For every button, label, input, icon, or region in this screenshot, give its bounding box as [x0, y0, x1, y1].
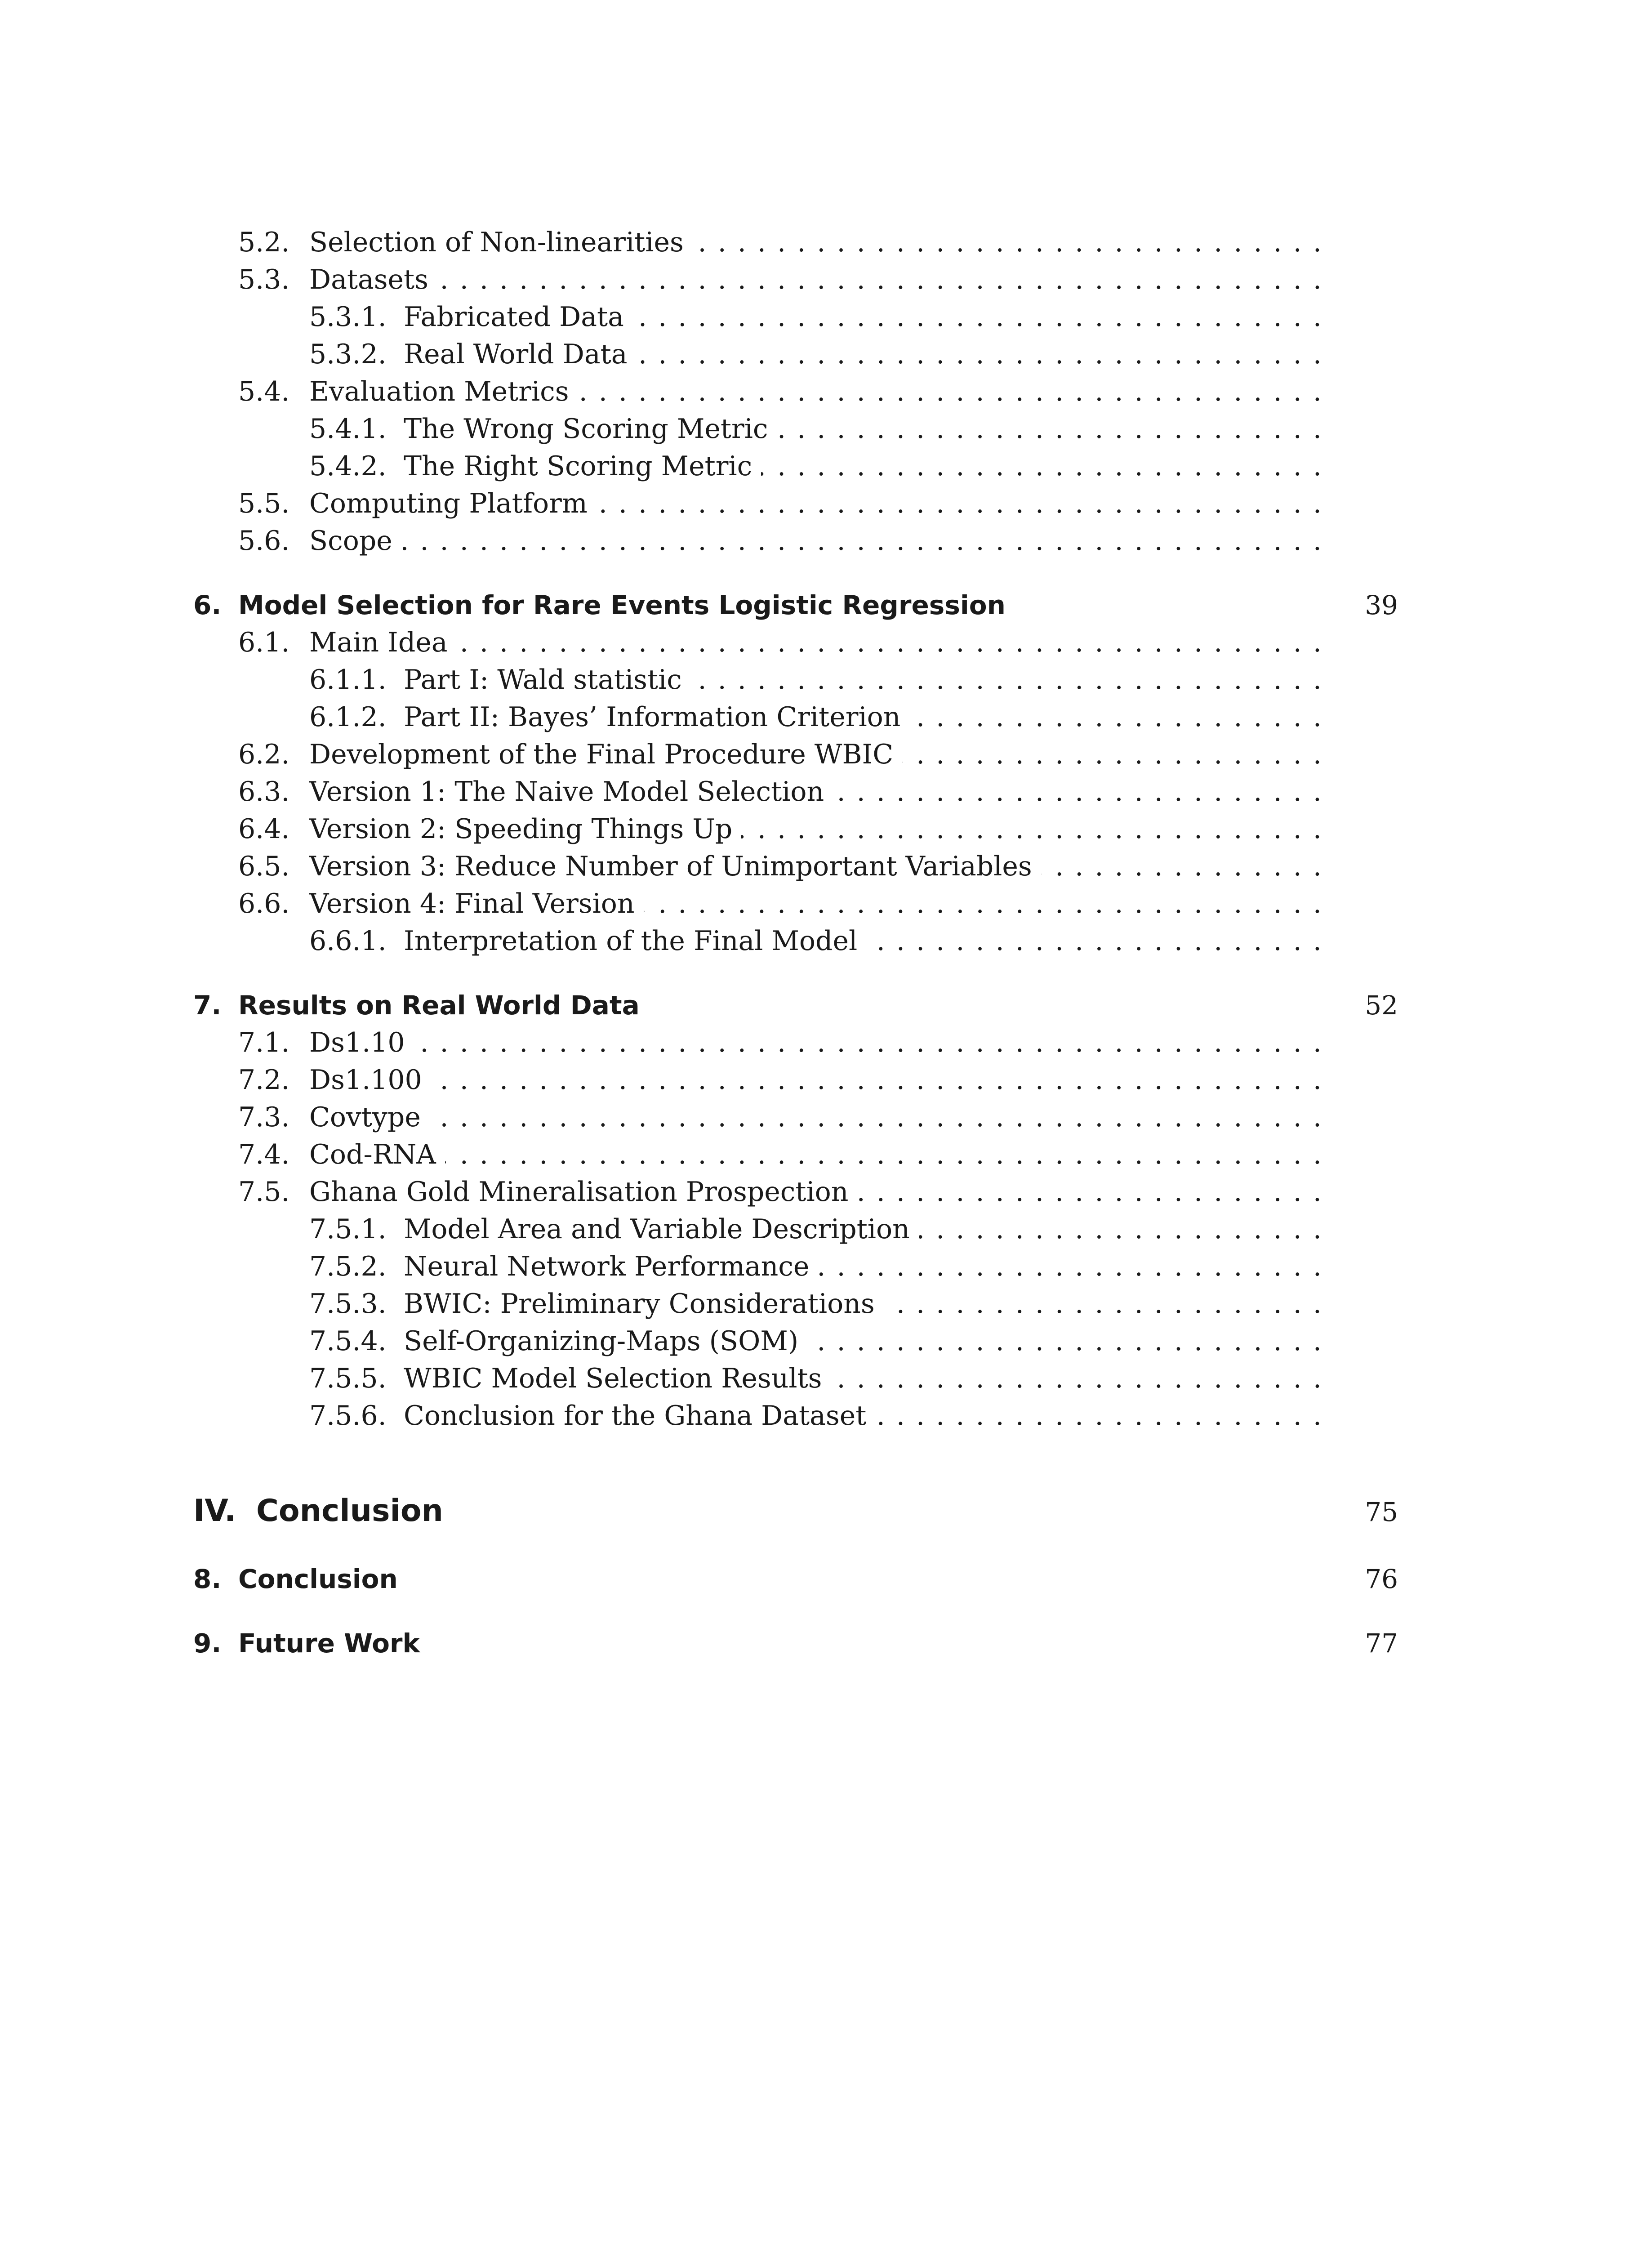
dot-leader: [437, 261, 1322, 299]
toc-entry-7-5-3[interactable]: [193, 1285, 1398, 1323]
section-title: Datasets: [309, 264, 428, 295]
toc-entry-6-2[interactable]: [193, 736, 1398, 773]
toc-entry-7-5-5[interactable]: [193, 1360, 1398, 1397]
chapter-number: 9.: [193, 1628, 222, 1659]
section-number: 6.3.: [238, 776, 290, 807]
subsection-number: 7.5.6.: [309, 1400, 387, 1432]
dot-leader: [633, 299, 1322, 336]
section-title: Cod-RNA: [309, 1139, 436, 1170]
dot-leader: [833, 773, 1322, 811]
section-number: 7.3.: [238, 1102, 290, 1133]
section-number: 6.6.: [238, 888, 290, 919]
subsection-title: The Wrong Scoring Metric: [404, 413, 768, 445]
toc-entry-5-5[interactable]: [193, 485, 1398, 522]
subsection-number: 5.4.2.: [309, 450, 387, 482]
dot-leader: [693, 224, 1322, 261]
dot-leader: [644, 885, 1322, 923]
toc-entry-6-6[interactable]: [193, 885, 1398, 923]
subsection-title: WBIC Model Selection Results: [404, 1363, 822, 1394]
subsection-title: Conclusion for the Ghana Dataset: [404, 1400, 867, 1432]
toc-group-chapter-6: [193, 624, 1398, 960]
toc-entry-5-3-1[interactable]: [193, 299, 1398, 336]
subsection-number: 5.3.1.: [309, 301, 387, 333]
chapter-page-number: 52: [1365, 990, 1398, 1021]
section-number: 6.2.: [238, 739, 290, 770]
part-title: Conclusion: [256, 1493, 443, 1529]
chapter-title: Future Work: [238, 1628, 420, 1659]
chapter-page-number: 77: [1365, 1628, 1398, 1659]
subsection-number: 6.1.1.: [309, 664, 387, 696]
subsection-number: 7.5.1.: [309, 1213, 387, 1245]
section-title: Version 1: The Naive Model Selection: [309, 776, 824, 807]
toc-entry-7-5-6[interactable]: [193, 1397, 1398, 1435]
subsection-title: Model Area and Variable Description: [404, 1213, 910, 1245]
section-number: 7.5.: [238, 1176, 290, 1208]
dot-leader: [902, 736, 1322, 773]
dot-leader: [414, 1024, 1322, 1062]
section-title: Ghana Gold Mineralisation Prospection: [309, 1176, 849, 1208]
toc-entry-6-1[interactable]: [193, 624, 1398, 661]
chapter-title: Model Selection for Rare Events Logistic Regression: [238, 590, 1006, 620]
dot-leader: [1041, 848, 1322, 885]
subsection-title: Part I: Wald statistic: [404, 664, 682, 696]
section-title: Version 3: Reduce Number of Unimportant Variables: [309, 851, 1032, 882]
toc-entry-6-5[interactable]: [193, 848, 1398, 885]
section-number: 6.4.: [238, 813, 290, 845]
subsection-number: 7.5.2.: [309, 1251, 387, 1282]
dot-leader: [909, 699, 1322, 736]
section-number: 5.4.: [238, 376, 290, 407]
dot-leader: [866, 923, 1322, 960]
dot-leader: [445, 1136, 1322, 1173]
toc-entry-7-5[interactable]: [193, 1173, 1398, 1211]
toc-entry-6-1-1[interactable]: [193, 661, 1398, 699]
section-number: 6.5.: [238, 851, 290, 882]
chapter-title: Conclusion: [238, 1564, 398, 1594]
subsection-number: 5.3.2.: [309, 339, 387, 370]
section-title: Version 2: Speeding Things Up: [309, 813, 733, 845]
toc-entry-6-4[interactable]: [193, 811, 1398, 848]
section-number: 5.2.: [238, 227, 290, 258]
section-number: 7.4.: [238, 1139, 290, 1170]
dot-leader: [831, 1360, 1322, 1397]
section-title: Ds1.10: [309, 1027, 405, 1058]
dot-leader: [401, 522, 1322, 560]
toc-entry-5-4[interactable]: [193, 373, 1398, 410]
section-number: 5.6.: [238, 525, 290, 557]
toc-entry-7-5-2[interactable]: [193, 1248, 1398, 1285]
toc-entry-7-5-4[interactable]: [193, 1323, 1398, 1360]
dot-leader: [430, 1099, 1322, 1136]
part-number: IV.: [193, 1493, 236, 1529]
subsection-title: Real World Data: [404, 339, 628, 370]
dot-leader: [578, 373, 1322, 410]
subsection-title: Self-Organizing-Maps (SOM): [404, 1325, 799, 1357]
toc-chapter-8[interactable]: [193, 1561, 1398, 1598]
table-of-contents: [193, 224, 1398, 1662]
subsection-number: 7.5.5.: [309, 1363, 387, 1394]
toc-part-iv[interactable]: [193, 1489, 1398, 1534]
toc-entry-6-6-1[interactable]: [193, 923, 1398, 960]
toc-entry-5-4-1[interactable]: [193, 410, 1398, 448]
dot-leader: [761, 448, 1322, 485]
dot-leader: [818, 1248, 1322, 1285]
toc-group-chapter-5: [193, 224, 1398, 560]
dot-leader: [741, 811, 1322, 848]
toc-entry-7-4[interactable]: [193, 1136, 1398, 1173]
toc-entry-5-3-2[interactable]: [193, 336, 1398, 373]
section-title: Scope: [309, 525, 392, 557]
section-title: Evaluation Metrics: [309, 376, 569, 407]
dot-leader: [457, 624, 1322, 661]
section-title: Version 4: Final Version: [309, 888, 635, 919]
chapter-number: 7.: [193, 990, 222, 1021]
dot-leader: [597, 485, 1322, 522]
subsection-title: Fabricated Data: [404, 301, 624, 333]
subsection-number: 7.5.3.: [309, 1288, 387, 1320]
chapter-page-number: 39: [1365, 590, 1398, 620]
toc-entry-5-2[interactable]: [193, 224, 1398, 261]
subsection-number: 5.4.1.: [309, 413, 387, 445]
toc-entry-5-3[interactable]: [193, 261, 1398, 299]
subsection-number: 6.6.1.: [309, 925, 387, 957]
toc-entry-7-5-1[interactable]: [193, 1211, 1398, 1248]
dot-leader: [807, 1323, 1322, 1360]
section-title: Ds1.100: [309, 1064, 422, 1096]
chapter-title: Results on Real World Data: [238, 990, 640, 1021]
section-number: 7.1.: [238, 1027, 290, 1058]
toc-entry-5-6[interactable]: [193, 522, 1398, 560]
dot-leader: [691, 661, 1322, 699]
dot-leader: [884, 1285, 1322, 1323]
toc-group-chapter-7: [193, 1024, 1398, 1435]
chapter-number: 6.: [193, 590, 222, 620]
subsection-title: BWIC: Preliminary Considerations: [404, 1288, 875, 1320]
toc-entry-7-2[interactable]: [193, 1062, 1398, 1099]
toc-entry-6-3[interactable]: [193, 773, 1398, 811]
section-title: Computing Platform: [309, 488, 588, 519]
toc-chapter-7[interactable]: [193, 987, 1398, 1024]
chapter-page-number: 76: [1365, 1564, 1398, 1594]
chapter-number: 8.: [193, 1564, 222, 1594]
toc-entry-6-1-2[interactable]: [193, 699, 1398, 736]
subsection-title: The Right Scoring Metric: [404, 450, 753, 482]
subsection-number: 6.1.2.: [309, 701, 387, 733]
toc-chapter-6[interactable]: [193, 587, 1398, 624]
dot-leader: [637, 336, 1322, 373]
toc-entry-5-4-2[interactable]: [193, 448, 1398, 485]
section-title: Development of the Final Procedure WBIC: [309, 739, 894, 770]
section-title: Main Idea: [309, 627, 448, 658]
toc-chapter-9[interactable]: [193, 1625, 1398, 1662]
section-number: 5.5.: [238, 488, 290, 519]
toc-entry-7-3[interactable]: [193, 1099, 1398, 1136]
dot-leader: [431, 1062, 1322, 1099]
section-title: Selection of Non-linearities: [309, 227, 684, 258]
subsection-number: 7.5.4.: [309, 1325, 387, 1357]
part-page-number: 75: [1365, 1497, 1398, 1527]
subsection-title: Interpretation of the Final Model: [404, 925, 858, 957]
section-number: 7.2.: [238, 1064, 290, 1096]
section-number: 5.3.: [238, 264, 290, 295]
dot-leader: [875, 1397, 1322, 1435]
section-title: Covtype: [309, 1102, 421, 1133]
toc-entry-7-1[interactable]: [193, 1024, 1398, 1062]
dot-leader: [857, 1173, 1322, 1211]
dot-leader: [919, 1211, 1322, 1248]
subsection-title: Neural Network Performance: [404, 1251, 810, 1282]
dot-leader: [777, 410, 1322, 448]
section-number: 6.1.: [238, 627, 290, 658]
subsection-title: Part II: Bayes’ Information Criterion: [404, 701, 901, 733]
